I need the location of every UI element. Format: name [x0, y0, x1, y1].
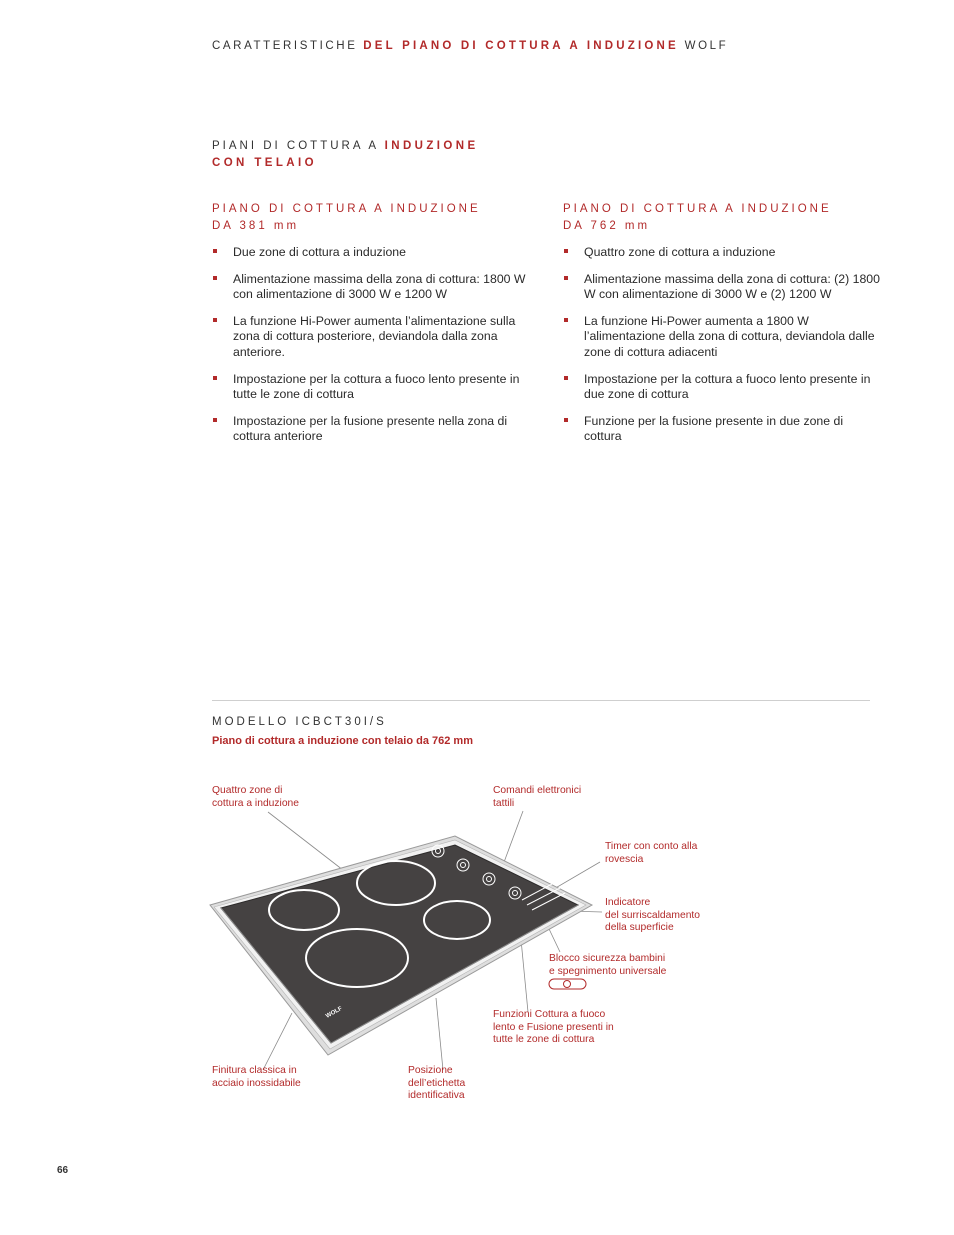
bullet-text: Alimentazione massima della zona di cottura: 1800 W con alimentazione di 3000 W e 1200 W: [233, 271, 526, 302]
left-title-line1: PIANO DI COTTURA A INDUZIONE: [212, 203, 481, 215]
model-subtitle: Piano di cottura a induzione con telaio da 762 mm: [212, 735, 473, 747]
bullet-text: Quattro zone di cottura a induzione: [584, 245, 776, 259]
bullet-text: Alimentazione massima della zona di cottura: (2) 1800 W con alimentazione di 3000 W e (2) 1200 W: [584, 271, 880, 302]
bullet-text: Funzione per la fusione presente in due zone di cottura: [584, 413, 844, 444]
callout-line: Quattro zone di: [212, 785, 283, 796]
callout-line: Funzioni Cottura a fuoco: [493, 1009, 606, 1020]
right-title-line1: PIANO DI COTTURA A INDUZIONE: [563, 203, 832, 215]
callout-line: rovescia: [605, 853, 644, 865]
callout-stainless-finish: [212, 1065, 301, 1090]
callout-overheat-indicator: [605, 897, 700, 935]
callout-line: della superficie: [605, 922, 674, 934]
leader-finish: [263, 1013, 292, 1070]
callout-line: cottura a induzione: [212, 797, 300, 809]
callout-line: dell’etichetta: [408, 1077, 466, 1089]
callout-line: lento e Fusione presenti in: [493, 1021, 614, 1033]
bullet-text: Impostazione per la cottura a fuoco lento presente in due zone di cottura: [584, 371, 871, 402]
bullet-text: Due zone di cottura a induzione: [233, 245, 406, 259]
left-title-line2: DA 381 mm: [212, 220, 300, 232]
callout-timer: [605, 841, 697, 866]
page-number: 66: [57, 1165, 69, 1176]
right-title-line2: DA 762 mm: [563, 220, 651, 232]
callout-line: e spegnimento universale: [549, 965, 667, 977]
callout-line: acciaio inossidabile: [212, 1077, 301, 1089]
callout-line: del surriscaldamento: [605, 909, 701, 921]
callout-line: Blocco sicurezza bambini: [549, 953, 666, 964]
callout-label-position: [408, 1065, 465, 1103]
callout-line: tutte le zone di cottura: [493, 1034, 595, 1046]
section-title-highlight: INDUZIONE: [384, 140, 479, 152]
section-title-line2: CON TELAIO: [212, 157, 317, 169]
callout-line: Indicatore: [605, 897, 651, 908]
lock-symbol-dot-icon: [564, 981, 571, 988]
callout-line: Finitura classica in: [212, 1065, 297, 1076]
bullet-text: La funzione Hi-Power aumenta l’alimentazione sulla zona di cottura posteriore, deviandola dalla zona anteriore.: [233, 313, 516, 359]
model-heading: MODELLO ICBCT30I/S: [212, 716, 387, 728]
bullet-text: Impostazione per la fusione presente nella zona di cottura anteriore: [233, 413, 508, 444]
callout-touch-controls: [493, 785, 581, 810]
callout-line: tattili: [493, 797, 515, 809]
callout-line: identificativa: [408, 1090, 465, 1102]
callout-line: Timer con conto alla: [605, 841, 698, 852]
callout-cooking-zones: [212, 785, 299, 810]
header-suffix: WOLF: [684, 40, 729, 52]
leader-zones: [268, 812, 352, 877]
leader-label: [436, 998, 443, 1070]
callout-functions: [493, 1009, 614, 1047]
section-title-plain: PIANI DI COTTURA A: [212, 140, 379, 152]
header-highlight: DEL PIANO DI COTTURA A INDUZIONE: [363, 40, 679, 52]
callout-line: Posizione: [408, 1065, 453, 1076]
header-prefix: CARATTERISTICHE: [212, 40, 358, 52]
brand-logo: WOLF: [325, 1005, 344, 1020]
callout-child-lock: [549, 953, 666, 978]
callout-line: Comandi elettronici: [493, 785, 582, 796]
bullet-text: La funzione Hi-Power aumenta a 1800 W l’alimentazione della zona di cottura, deviandola dalle zone di cottura adiacenti: [584, 313, 875, 359]
bullet-text: Impostazione per la cottura a fuoco lento presente in tutte le zone di cottura: [233, 371, 520, 402]
